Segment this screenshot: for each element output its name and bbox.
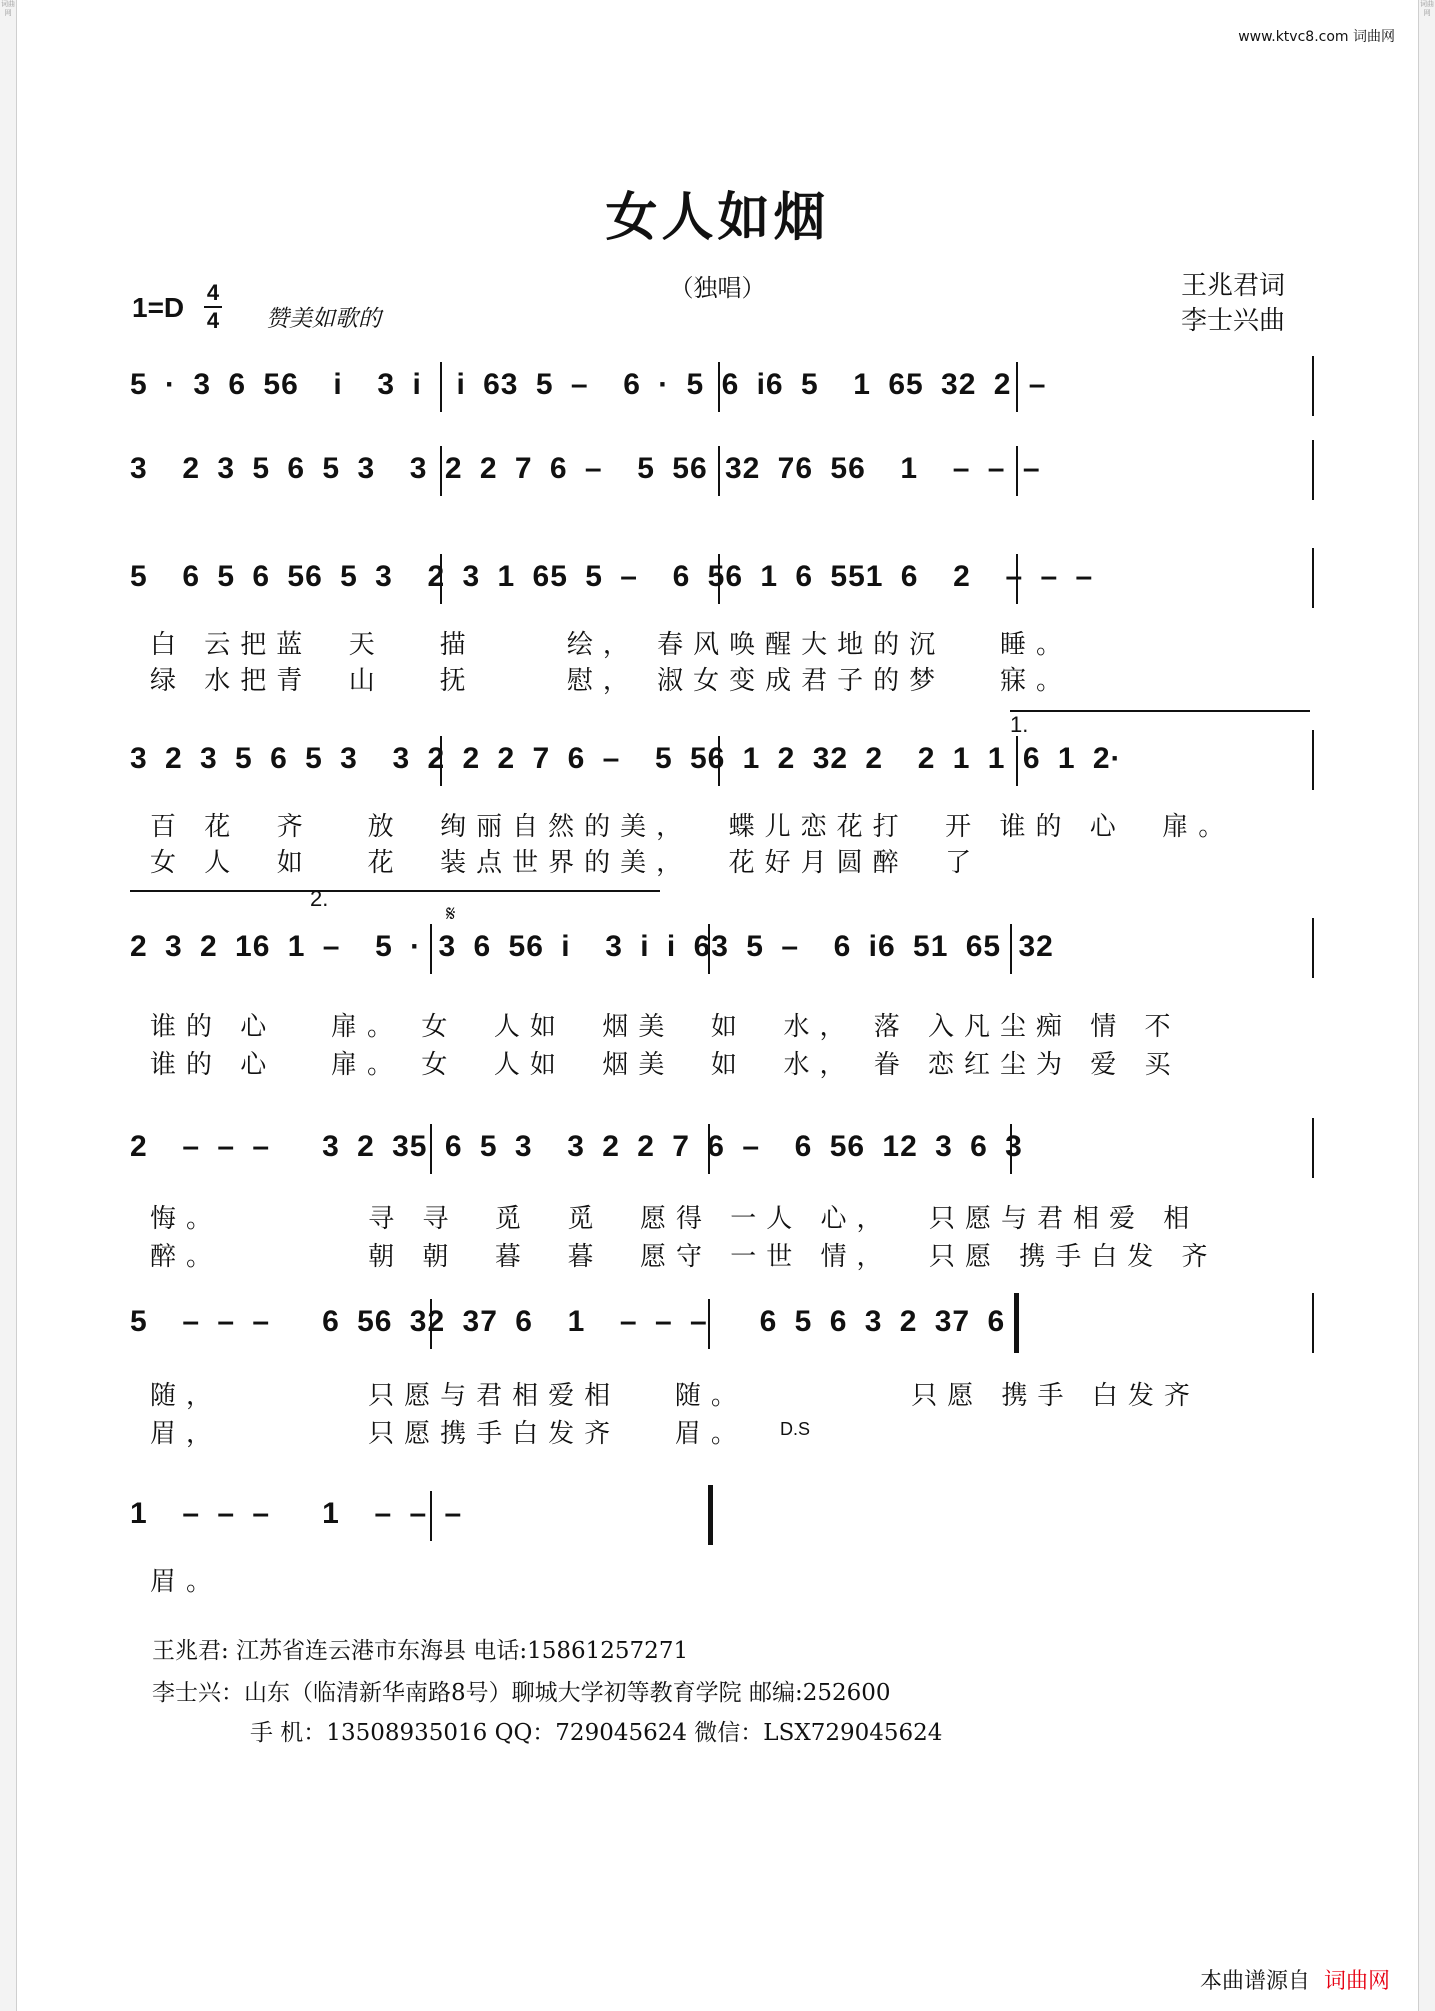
notes: 5 – – – 6 56 32 37 6 1 – – – 6 5 6 3 2 37 6 — [130, 1305, 1006, 1338]
score-row-6 — [130, 1130, 1310, 1280]
tempo-marking: 赞美如歌的 — [266, 306, 381, 332]
notes: 2 – – – 3 2 35 6 5 3 3 2 2 7 6 – 6 56 12 3 6 3 — [130, 1130, 1023, 1163]
score-row-2 — [130, 452, 1310, 512]
first-ending: 1. — [1010, 710, 1310, 738]
lyric-verse-1: 眉。 — [150, 1567, 223, 1597]
notes: 2 3 2 16 1 – 5 · 3 6 56 i 3 i i 63 5 – 6 i6 51 65 32 — [130, 930, 1054, 963]
notes: 5 6 5 6 56 5 3 2 3 1 65 5 – 6 56 1 6 551 6 2 – – – — [130, 560, 1094, 593]
lyric-verse-2: 眉， 只愿携手白发齐 眉。 — [150, 1419, 747, 1449]
watermark-text: 词曲网 — [1, 0, 15, 17]
source-footer — [1200, 1964, 1390, 1995]
score-row-5 — [130, 886, 1310, 1080]
score-row-1 — [130, 368, 1310, 428]
lyric-verse-1: 悔。 寻 寻 觅 觅 愿得 一人 心， 只愿与君相爱 相 — [150, 1204, 1200, 1234]
composer-phone: 手 机：13508935016 QQ：729045624 微信：LSX729045624 — [250, 1720, 943, 1746]
key-signature: 1=D — [132, 292, 185, 323]
lyric-verse-2: 绿 水把青 山 抚 慰， 淑女变成君子的梦 寐。 — [150, 666, 1072, 696]
score-row-8 — [130, 1497, 1310, 1607]
score-row-4 — [130, 712, 1310, 882]
second-ending — [130, 886, 660, 911]
time-signature — [204, 281, 222, 333]
lyric-verse-1: 百 花 齐 放 绚丽自然的美， 蝶儿恋花打 开 谁的 心 扉。 — [150, 812, 1235, 842]
score-row-3 — [130, 560, 1310, 700]
dal-segno: D.S — [780, 1419, 811, 1439]
time-top: 4 — [206, 280, 220, 305]
lyric-verse-1: 谁的 心 扉。 女 人如 烟美 如 水， 落 入凡尘痴 情 不 — [150, 1012, 1181, 1042]
second-ending-label: 2. — [310, 886, 329, 911]
notes: 3 2 3 5 6 5 3 3 2 2 2 7 6 – 5 56 1 2 32 2 2 1 1 6 1 2· — [130, 742, 1122, 775]
site-url: www.ktvc8.com 词曲网 — [1238, 29, 1395, 45]
notes: 3 2 3 5 6 5 3 3 2 2 7 6 – 5 56 32 76 56 1 – – – — [130, 452, 1041, 485]
segno-sign: 𝄋 — [446, 902, 456, 927]
composer-credit: 李士兴曲 — [1180, 306, 1285, 336]
source-brand: 词曲网 — [1323, 1969, 1390, 1994]
time-bottom: 4 — [206, 308, 220, 333]
lyric-verse-1: 随， 只愿与君相爱相 随。 只愿 携手 白发齐 — [150, 1381, 1200, 1411]
lyricist-credit: 王兆君词 — [1180, 271, 1285, 301]
lyricist-contact: 王兆君: 江苏省连云港市东海县 电话:15861257271 — [152, 1638, 689, 1664]
notes: 5 · 3 6 56 i 3 i i 63 5 – 6 · 5 6 i6 5 1 65 32 2 – — [130, 368, 1047, 401]
notes: 1 – – – 1 – – – — [130, 1497, 463, 1530]
song-subtitle: （独唱） — [669, 274, 766, 302]
lyric-verse-2: 女 人 如 花 装点世界的美， 花好月圆醉 了 — [150, 848, 982, 878]
lyric-verse-2: 醉。 朝 朝 暮 暮 愿守 一世 情， 只愿 携手白发 齐 — [150, 1242, 1218, 1272]
source-text: 本曲谱源自 — [1199, 1969, 1310, 1994]
lyric-verse-1: 白 云把蓝 天 描 绘， 春风唤醒大地的沉 睡。 — [150, 630, 1072, 660]
song-title: 女人如烟 — [605, 187, 830, 248]
lyric-verse-2: 谁的 心 扉。 女 人如 烟美 如 水， 眷 恋红尘为 爱 买 — [150, 1050, 1181, 1080]
score-row-7 — [130, 1305, 1310, 1455]
composer-contact: 李士兴：山东（临清新华南路8号）聊城大学初等教育学院 邮编:252600 — [152, 1680, 891, 1706]
watermark-text: 词曲网 — [1420, 0, 1434, 17]
